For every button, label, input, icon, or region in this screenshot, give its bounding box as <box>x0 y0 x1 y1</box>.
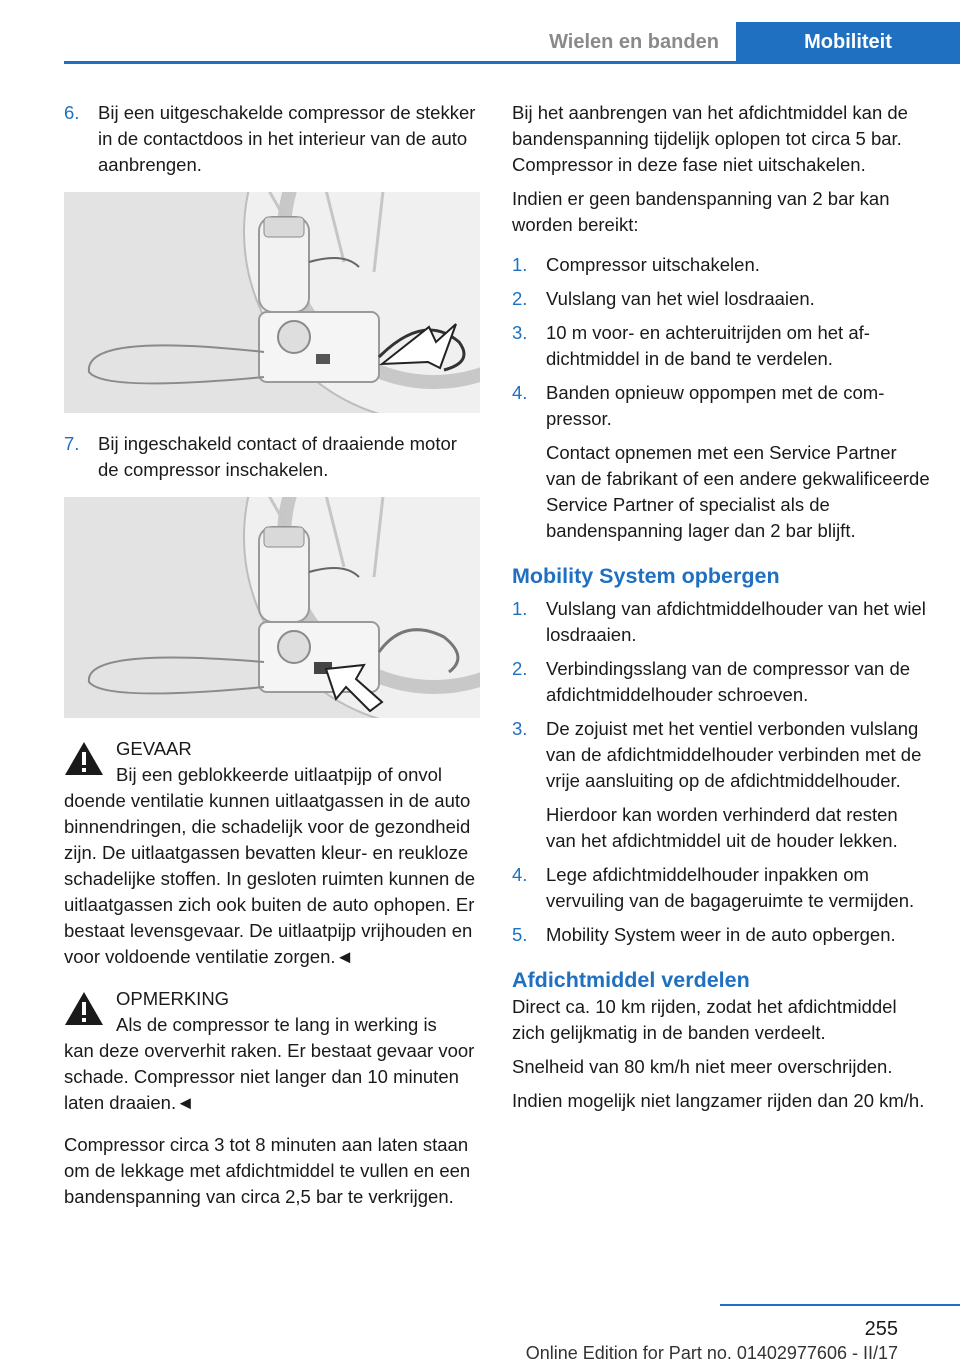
heading-store-mobility-system: Mobility System opbergen <box>512 564 780 588</box>
paragraph-pressure-rise: Bij het aanbrengen van het afdichtmiddel kan de bandenspanning tijdelijk oplopen tot circa 5 bar. Compressor in deze fase niet uitschakelen. <box>512 102 908 175</box>
step-text: Bij ingeschakeld contact of draaiende motor de compressor inschakelen. <box>98 433 457 480</box>
step-text: Mobility System weer in de auto opbergen. <box>546 924 896 945</box>
step-text: Compressor uitschakelen. <box>546 254 760 275</box>
step-number: 6. <box>64 102 80 123</box>
figure-compressor-plug <box>64 192 480 413</box>
step-text: 10 m voor- en achteruitrijden om het afdichtmiddel in de band te verdelen. <box>546 322 870 369</box>
paragraph-drive-distance: Direct ca. 10 km rijden, zodat het afdichtmiddel zich gelijkmatig in de banden verdeelt. <box>512 996 897 1043</box>
step-text: Verbindingsslang van de compressor van de afdichtmiddelhouder schroeven. <box>546 658 911 705</box>
step-number: 1. <box>512 598 528 619</box>
step-7 <box>64 431 482 483</box>
list-item-note: Contact opnemen met een Service Partner van de fabrikant of een andere gekwalificeerde Service Partner of specialist als de bandenspanning lager dan 2 bar blijft. <box>546 442 930 541</box>
step-text: Banden opnieuw oppompen met de compressor. <box>546 382 885 429</box>
right-column <box>512 100 930 1122</box>
step-number: 2. <box>512 288 528 309</box>
paragraph-speed-limit: Snelheid van 80 km/h niet meer overschrijden. <box>512 1056 893 1077</box>
left-column <box>64 100 482 1218</box>
list-item <box>512 320 930 372</box>
warning-text: kan deze oververhit raken. Er bestaat gevaar voor schade. Compressor niet langer dan 10 minuten laten draaien.◄ <box>64 1040 475 1113</box>
header-chapter-tab: Mobiliteit <box>736 22 960 62</box>
step-number: 7. <box>64 433 80 454</box>
warning-title: OPMERKING <box>116 988 230 1009</box>
paragraph-minimum-speed: Indien mogelijk niet langzamer rijden dan 20 km/h. <box>512 1090 925 1111</box>
warning-notice <box>64 986 482 1116</box>
paragraph-no-pressure: Indien er geen bandenspanning van 2 bar kan worden bereikt: <box>512 188 890 235</box>
list-item <box>512 286 930 312</box>
header-rule <box>64 61 960 64</box>
list-item <box>512 922 930 948</box>
step-number: 3. <box>512 322 528 343</box>
paragraph-compressor-duration: Compressor circa 3 tot 8 minuten aan laten staan om de lekkage met afdichtmiddel te vullen en een bandenspanning van circa 2,5 bar te verkrijgen. <box>64 1134 471 1207</box>
warning-triangle-icon <box>64 740 104 776</box>
warning-triangle-icon <box>64 990 104 1026</box>
list-item-note: Hierdoor kan worden verhinderd dat resten van het afdichtmiddel uit de houder lekken. <box>546 804 898 851</box>
list-item <box>512 862 930 914</box>
edition-note: Online Edition for Part no. 01402977606 - II/17 <box>525 1343 898 1363</box>
header-section-tab: Wielen en banden <box>549 31 719 53</box>
step-number: 1. <box>512 254 528 275</box>
heading-distribute-sealant: Afdichtmiddel verdelen <box>512 968 750 992</box>
step-text: Bij een uitgeschakelde compressor de stekker in de contactdoos in het interieur van de auto aanbrengen. <box>98 102 476 175</box>
step-number: 2. <box>512 658 528 679</box>
step-number: 4. <box>512 864 528 885</box>
list-item <box>512 656 930 708</box>
warning-text-first: Bij een geblokkeerde uitlaatpijp of onvol <box>116 764 443 785</box>
footer-rule <box>720 1304 960 1306</box>
figure-compressor-switch <box>64 497 480 718</box>
step-text: De zojuist met het ventiel verbonden vulslang van de afdichtmiddelhouder verbinden met de vrije aansluiting op de afdichtmiddelhouder. <box>546 718 922 791</box>
step-number: 5. <box>512 924 528 945</box>
warning-text-first: Als de compressor te lang in werking is <box>116 1014 437 1035</box>
step-text: Lege afdichtmiddelhouder inpakken om vervuiling van de bagageruimte te vermijden. <box>546 864 915 911</box>
step-number: 4. <box>512 382 528 403</box>
warning-text: doende ventilatie kunnen uitlaatgassen in de auto binnendringen, die schadelijk voor de gezondheid zijn. De uitlaatgassen bevatten kleur- en reukloze schadelijke stoffen. In gesloten ruimten kunnen de uitlaatgassen zich ook buiten de auto ophopen. Er bestaat levensgevaar. De uitlaatpijp vrijhouden en voor voldoende ventilatie zorgen.◄ <box>64 790 476 967</box>
warning-danger <box>64 736 482 970</box>
list-item <box>512 380 930 432</box>
list-item <box>512 716 930 794</box>
step-text: Vulslang van het wiel losdraaien. <box>546 288 815 309</box>
warning-title: GEVAAR <box>116 738 192 759</box>
list-item <box>512 252 930 278</box>
step-6 <box>64 100 482 178</box>
step-number: 3. <box>512 718 528 739</box>
step-text: Vulslang van afdichtmiddelhouder van het wiel losdraaien. <box>546 598 926 645</box>
list-item <box>512 596 930 648</box>
page-number: 255 <box>864 1318 898 1340</box>
